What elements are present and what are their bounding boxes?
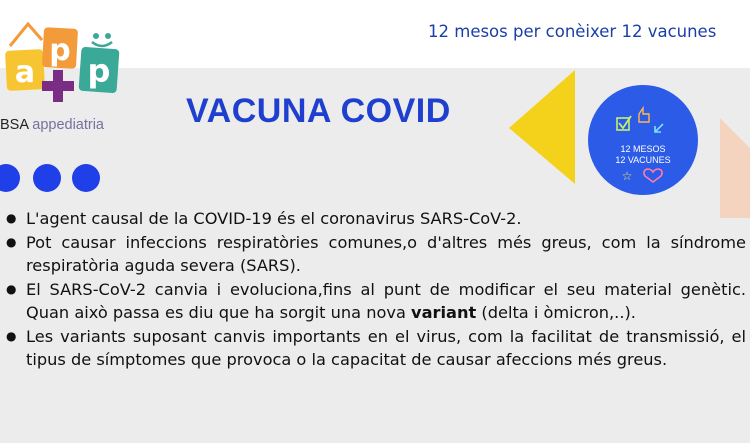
header-decoration bbox=[505, 66, 750, 226]
star-icon: ☆ bbox=[621, 169, 633, 183]
logo-smile bbox=[92, 42, 112, 46]
dot-3 bbox=[72, 164, 100, 192]
bullet-item: ● L'agent causal de la COVID-19 és el coronavirus SARS-CoV-2. bbox=[6, 207, 746, 231]
bullet-item: ● Les variants suposant canvis importants en el virus, com la facilitat de transmissió, el tipus de símptomes que provoca o la capacitat de causar afeccions més greus. bbox=[6, 325, 746, 372]
bullet-list bbox=[6, 207, 746, 372]
dot-2 bbox=[33, 164, 61, 192]
decorative-dots bbox=[0, 162, 110, 194]
badge-line-1: 12 MESOS bbox=[620, 144, 666, 154]
tagline: 12 mesos per conèixer 12 vacunes bbox=[428, 22, 717, 41]
logo-letter-a: a bbox=[14, 55, 36, 90]
app-logo bbox=[0, 0, 140, 142]
logo-roof bbox=[10, 24, 42, 46]
badge-circle bbox=[588, 85, 698, 195]
yellow-arrow-icon bbox=[509, 70, 575, 184]
page-title: VACUNA COVID bbox=[186, 92, 451, 130]
dot-1 bbox=[0, 164, 20, 192]
logo-letter-p2: p bbox=[87, 52, 111, 90]
badge-line-2: 12 VACUNES bbox=[615, 155, 671, 165]
logo-text-bsa: BSA bbox=[0, 117, 29, 133]
bullet-item bbox=[6, 278, 746, 325]
bullet-text: (delta i òmicron,..). bbox=[476, 303, 636, 322]
peach-arrow-icon bbox=[720, 118, 750, 218]
logo-wordmark bbox=[0, 117, 104, 133]
bullet-bold-term: variant bbox=[411, 303, 477, 322]
logo-letter-p1: p bbox=[49, 33, 71, 68]
logo-text-appediatria: appediatria bbox=[32, 117, 104, 133]
bullet-text: El SARS-CoV-2 canvia i evoluciona,fins al punt de modificar el seu material genètic. Quan això passa es diu que ha sorgit una nova bbox=[26, 279, 746, 322]
bullet-item: ● Pot causar infeccions respiratòries comunes,o d'altres més greus, com la síndrome respiratòria aguda severa (SARS). bbox=[6, 231, 746, 278]
logo-plus-h bbox=[42, 81, 74, 91]
